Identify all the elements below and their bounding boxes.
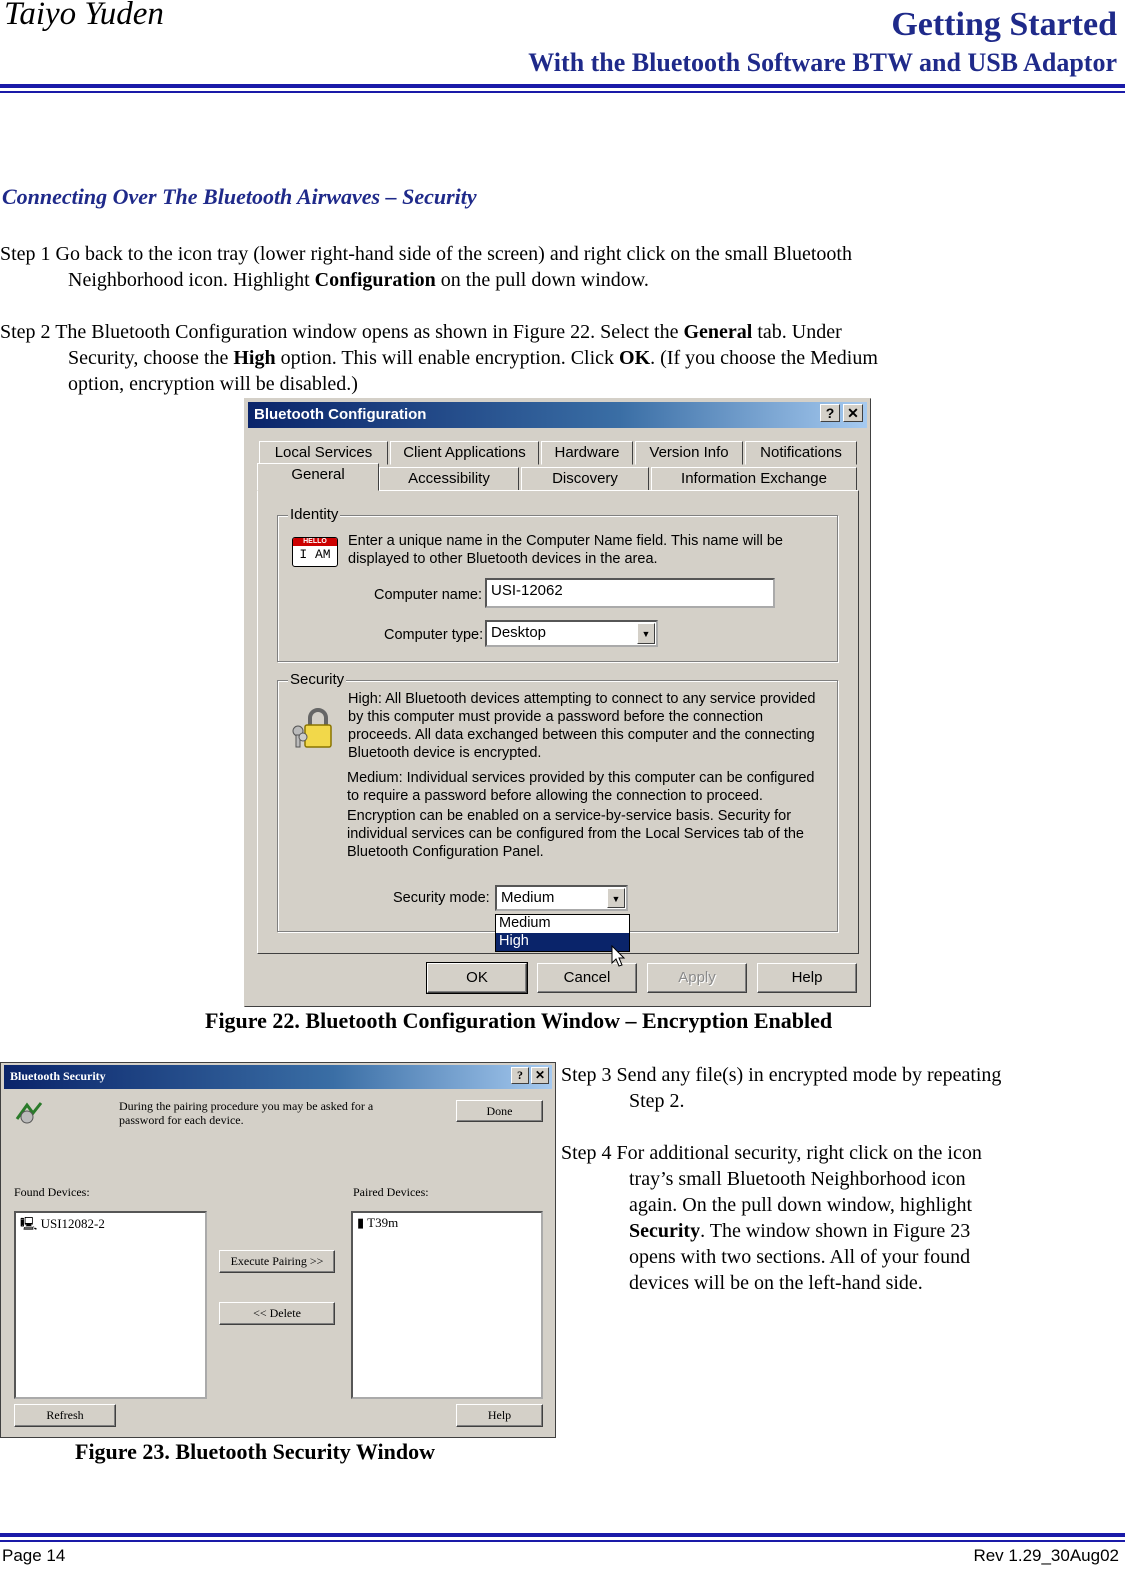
step-4-line-3: again. On the pull down window, highlight (629, 1194, 973, 1216)
refresh-button[interactable]: Refresh (14, 1404, 116, 1427)
security-group-label: Security (290, 671, 345, 688)
security-group (277, 671, 838, 932)
computer-name-label: Computer name: (374, 587, 482, 603)
step-4-line-2: tray’s small Bluetooth Neighborhood icon (629, 1168, 966, 1190)
security-mode-dropdown (495, 914, 630, 952)
help-button[interactable]: Help (757, 963, 857, 993)
security-mode-select[interactable] (495, 885, 628, 911)
execute-pairing-button[interactable]: Execute Pairing >> (219, 1250, 335, 1273)
done-button[interactable]: Done (456, 1100, 543, 1122)
step-1-line-1: Step 1 Go back to the icon tray (lower right-hand side of the screen) and right click on the small Bluetooth (0, 243, 852, 265)
step-4-line-6: devices will be on the left-hand side. (629, 1272, 923, 1294)
step-2 (0, 319, 1110, 397)
page-number: Page 14 (2, 1546, 66, 1565)
config-title: Bluetooth Configuration (254, 406, 427, 423)
help-title-button[interactable]: ? (511, 1067, 529, 1084)
security-mode-value: Medium (501, 889, 555, 906)
computer-type-value: Desktop (491, 624, 547, 641)
list-item[interactable]: ▮ T39m (357, 1215, 399, 1230)
step-4-line-4: Security. The window shown in Figure 23 (629, 1220, 971, 1242)
header-rule-thin (0, 91, 1125, 93)
tab-client-applications[interactable]: Client Applications (390, 441, 539, 465)
security-mode-label: Security mode: (393, 890, 490, 906)
footer-rule (0, 1533, 1125, 1537)
help-button[interactable]: Help (456, 1404, 543, 1427)
chevron-down-icon[interactable]: ▼ (637, 623, 655, 644)
computer-type-select[interactable] (485, 620, 658, 647)
pairing-description: During the pairing procedure you may be asked for a password for each device. (119, 1099, 374, 1127)
delete-button[interactable]: << Delete (219, 1302, 335, 1325)
cancel-button[interactable]: Cancel (537, 963, 637, 993)
name-tag-icon: HELLO I AM (292, 537, 338, 567)
phone-icon: ▮ (357, 1215, 365, 1230)
identity-description: Enter a unique name in the Computer Name field. This name will be displayed to other Bluetooth devices in the area. (348, 533, 783, 567)
tab-version-info[interactable]: Version Info (635, 441, 743, 465)
step-4 (561, 1140, 1121, 1296)
security-titlebar (4, 1065, 552, 1089)
header-rule (0, 84, 1125, 88)
tab-accessibility[interactable]: Accessibility (379, 467, 519, 491)
brand-name: Taiyo Yuden (4, 0, 164, 32)
step-3 (561, 1062, 1121, 1114)
bluetooth-security-window (0, 1062, 556, 1438)
step-2-line-1: Step 2 The Bluetooth Configuration window opens as shown in Figure 22. Select the General tab. Under (0, 321, 842, 343)
config-titlebar (248, 402, 867, 428)
computer-type-label: Computer type: (384, 627, 484, 643)
close-icon[interactable]: ✕ (843, 404, 863, 422)
security-medium-text: Medium: Individual services provided by this computer can be configured to require a password before allowing the connection to proceed. (347, 770, 815, 804)
tab-hardware[interactable]: Hardware (541, 441, 633, 465)
computer-name-input[interactable]: USI-12062 (485, 578, 775, 608)
page-title: Getting Started (891, 6, 1117, 43)
step-4-line-5: opens with two sections. All of your found (629, 1246, 971, 1268)
cursor-arrow-icon (611, 945, 627, 969)
tab-information-exchange[interactable]: Information Exchange (651, 467, 857, 491)
paired-devices-label: Paired Devices: (353, 1185, 429, 1199)
section-title: Connecting Over The Bluetooth Airwaves – Security (2, 184, 477, 209)
security-title: Bluetooth Security (10, 1069, 106, 1083)
general-tab-panel (257, 490, 859, 954)
pairing-icon (13, 1099, 45, 1125)
tab-local-services[interactable]: Local Services (259, 441, 388, 465)
revision: Rev 1.29_30Aug02 (973, 1546, 1119, 1565)
step-3-line-2: Step 2. (629, 1090, 685, 1112)
option-medium[interactable]: Medium (499, 915, 551, 931)
step-1 (0, 241, 1110, 293)
computer-icon: 🖳 (20, 1216, 38, 1231)
step-4-line-1: Step 4 For additional security, right click on the icon (561, 1142, 982, 1164)
found-devices-label: Found Devices: (14, 1185, 90, 1199)
help-title-button[interactable]: ? (820, 404, 840, 422)
page-subtitle: With the Bluetooth Software BTW and USB Adaptor (528, 48, 1117, 77)
step-2-line-2: Security, choose the High option. This will enable encryption. Click OK. (If you choose the Medium (68, 347, 878, 369)
ok-button[interactable]: OK (427, 963, 527, 993)
chevron-down-icon[interactable]: ▼ (607, 888, 625, 908)
found-devices-list[interactable] (14, 1211, 207, 1399)
security-high-text: High: All Bluetooth devices attempting to connect to any service provided by this computer must provide a password before the connection proceeds. All data exchanged between this computer and the connecting Bluetooth device is encrypted. (348, 691, 816, 761)
apply-button[interactable]: Apply (647, 963, 747, 993)
padlock-keys-icon (290, 707, 334, 751)
identity-group (277, 506, 838, 662)
step-2-line-3: option, encryption will be disabled.) (68, 373, 358, 395)
step-1-line-2: Neighborhood icon. Highlight Configuration on the pull down window. (68, 269, 649, 291)
figure-23-caption: Figure 23. Bluetooth Security Window (75, 1439, 435, 1464)
identity-group-label: Identity (290, 506, 339, 523)
footer-rule-thin (0, 1540, 1125, 1542)
tab-notifications[interactable]: Notifications (745, 441, 857, 465)
option-high[interactable]: High (496, 933, 629, 951)
bluetooth-configuration-window (244, 398, 871, 1007)
step-3-line-1: Step 3 Send any file(s) in encrypted mode by repeating (561, 1064, 1002, 1086)
security-encryption-text: Encryption can be enabled on a service-by-service basis. Security for individual services can be configured from the Local Services tab of the Bluetooth Configuration Panel. (347, 808, 804, 860)
paired-devices-list[interactable] (351, 1211, 543, 1399)
tab-general[interactable]: General (257, 463, 379, 491)
list-item[interactable]: 🖳 USI12082-2 (20, 1216, 105, 1231)
tab-discovery[interactable]: Discovery (521, 467, 649, 491)
figure-22-caption: Figure 22. Bluetooth Configuration Window – Encryption Enabled (205, 1008, 833, 1033)
close-icon[interactable]: ✕ (531, 1067, 549, 1084)
